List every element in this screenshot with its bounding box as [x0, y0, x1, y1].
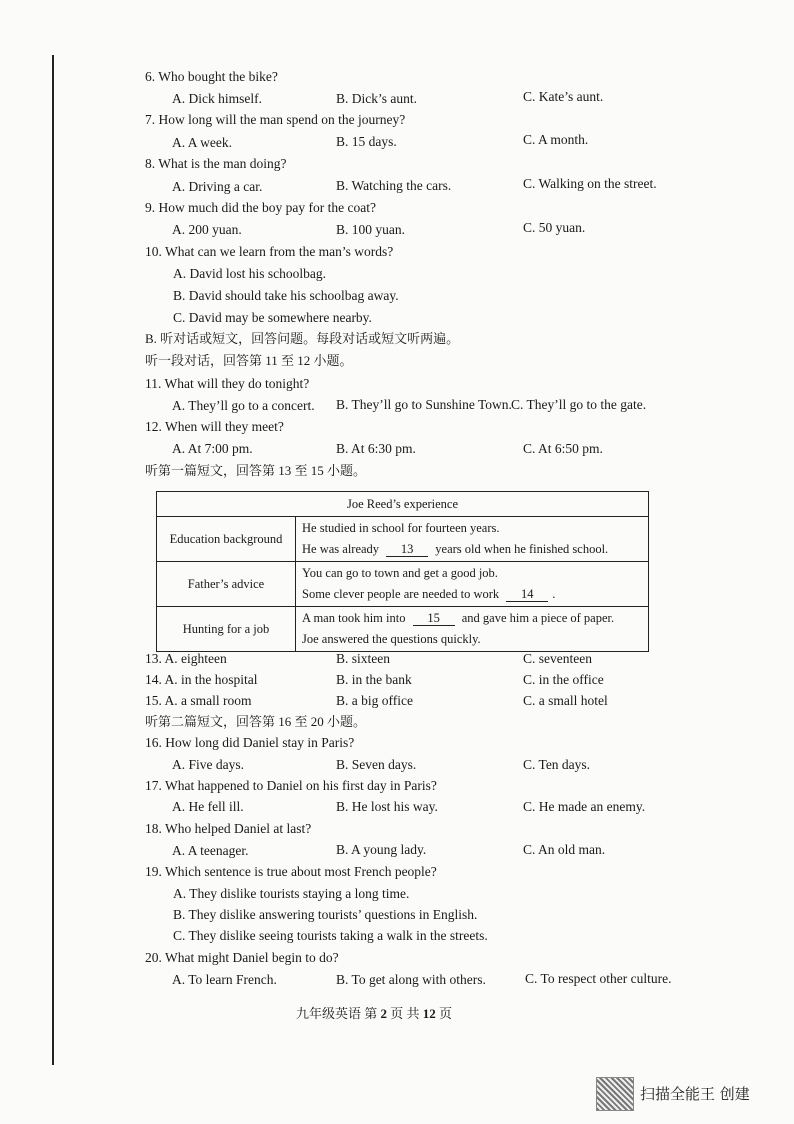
table-row	[157, 607, 649, 652]
question-18: 18. Who helped Daniel at last?	[145, 821, 312, 836]
footer-text: 页	[439, 1006, 453, 1021]
q7-option-c: C. A month.	[523, 132, 589, 147]
q17-option-c: C. He made an enemy.	[523, 799, 646, 814]
blank-14: 14	[506, 587, 548, 602]
q12-option-a: A. At 7:00 pm.	[172, 441, 253, 456]
q13-option-b: B. sixteen	[336, 651, 390, 666]
row-line: Joe answered the questions quickly.	[302, 632, 481, 646]
q10-option-c: C. David may be somewhere nearby.	[173, 310, 372, 325]
q15-option-a: 15. A. a small room	[145, 693, 252, 708]
row-line-text: and gave him a piece of paper.	[461, 611, 615, 625]
q19-option-c: C. They dislike seeing tourists taking a walk in the streets.	[173, 928, 488, 943]
row-line-text: A man took him into	[302, 611, 406, 625]
row-line-text: Some clever people are needed to work	[302, 587, 500, 601]
row-line-text: He was already	[302, 542, 380, 556]
q18-option-a: A. A teenager.	[172, 843, 249, 858]
q8-option-c: C. Walking on the street.	[523, 176, 657, 191]
question-11: 11. What will they do tonight?	[145, 376, 310, 391]
question-19: 19. Which sentence is true about most French people?	[145, 864, 437, 879]
q16-option-b: B. Seven days.	[336, 757, 417, 772]
q12-option-b: B. At 6:30 pm.	[336, 441, 416, 456]
q8-option-b: B. Watching the cars.	[336, 178, 452, 193]
dialogue-intro: 听一段对话，回答第 11 至 12 小题。	[145, 353, 353, 368]
q11-option-b: B. They’ll go to Sunshine Town.	[336, 397, 512, 412]
q10-option-a: A. David lost his schoolbag.	[173, 266, 326, 281]
q9-option-c: C. 50 yuan.	[523, 220, 586, 235]
q16-option-a: A. Five days.	[172, 757, 244, 772]
table-row	[157, 562, 649, 607]
q13-option-c: C. seventeen	[523, 651, 592, 666]
q8-option-a: A. Driving a car.	[172, 179, 263, 194]
q14-option-a: 14. A. in the hospital	[145, 672, 258, 687]
q12-option-c: C. At 6:50 pm.	[523, 441, 603, 456]
row-line: He studied in school for fourteen years.	[302, 521, 500, 535]
question-9: 9. How much did the boy pay for the coat?	[145, 200, 376, 215]
question-6: 6. Who bought the bike?	[145, 69, 278, 84]
passage2-intro: 听第二篇短文，回答第 16 至 20 小题。	[145, 714, 367, 729]
q20-option-c: C. To respect other culture.	[525, 971, 672, 986]
q14-option-b: B. in the bank	[336, 672, 412, 687]
experience-table	[156, 491, 649, 652]
q11-option-a: A. They’ll go to a concert.	[172, 398, 315, 413]
q16-option-c: C. Ten days.	[523, 757, 591, 772]
page-number: 2	[380, 1006, 388, 1021]
row-label: Hunting for a job	[157, 607, 296, 652]
q18-option-b: B. A young lady.	[336, 842, 427, 857]
q6-option-c: C. Kate’s aunt.	[523, 89, 604, 104]
q7-option-b: B. 15 days.	[336, 134, 397, 149]
page-footer	[296, 1003, 452, 1022]
row-line: You can go to town and get a good job.	[302, 566, 498, 580]
row-label: Education background	[157, 517, 296, 562]
question-16: 16. How long did Daniel stay in Paris?	[145, 735, 355, 750]
question-12: 12. When will they meet?	[145, 419, 284, 434]
qr-code-icon	[596, 1077, 634, 1111]
q17-option-b: B. He lost his way.	[336, 799, 438, 814]
q9-option-a: A. 200 yuan.	[172, 222, 242, 237]
table-title: Joe Reed’s experience	[157, 492, 649, 517]
q20-option-b: B. To get along with others.	[336, 972, 486, 987]
q17-option-a: A. He fell ill.	[172, 799, 244, 814]
footer-text: 页 共	[390, 1006, 420, 1021]
blank-13: 13	[386, 542, 428, 557]
q15-option-b: B. a big office	[336, 693, 413, 708]
footer-text: 九年级英语 第	[296, 1006, 378, 1021]
question-20: 20. What might Daniel begin to do?	[145, 950, 339, 965]
margin-line	[52, 55, 54, 1065]
q15-option-c: C. a small hotel	[523, 693, 608, 708]
q14-option-c: C. in the office	[523, 672, 604, 687]
page-total: 12	[422, 1006, 436, 1021]
q6-option-b: B. Dick’s aunt.	[336, 91, 417, 106]
row-line-text: years old when he finished school.	[435, 542, 609, 556]
q13-option-a: 13. A. eighteen	[145, 651, 227, 666]
q19-option-a: A. They dislike tourists staying a long time.	[173, 886, 410, 901]
row-label: Father’s advice	[157, 562, 296, 607]
q18-option-c: C. An old man.	[523, 842, 606, 857]
scanner-label: 扫描全能王 创建	[640, 1085, 750, 1103]
q6-option-a: A. Dick himself.	[172, 91, 262, 106]
q9-option-b: B. 100 yuan.	[336, 222, 405, 237]
q10-option-b: B. David should take his schoolbag away.	[173, 288, 399, 303]
blank-15: 15	[413, 611, 455, 626]
question-8: 8. What is the man doing?	[145, 156, 287, 171]
table-row	[157, 517, 649, 562]
passage1-intro: 听第一篇短文，回答第 13 至 15 小题。	[145, 463, 367, 478]
question-7: 7. How long will the man spend on the journey?	[145, 112, 406, 127]
q11-option-c: C. They’ll go to the gate.	[511, 397, 647, 412]
section-b-heading: B. 听对话或短文，回答问题。每段对话或短文听两遍。	[145, 331, 460, 346]
q19-option-b: B. They dislike answering tourists’ questions in English.	[173, 907, 478, 922]
q7-option-a: A. A week.	[172, 135, 232, 150]
q20-option-a: A. To learn French.	[172, 972, 277, 987]
question-10: 10. What can we learn from the man’s words?	[145, 244, 394, 259]
question-17: 17. What happened to Daniel on his first day in Paris?	[145, 778, 437, 793]
row-line-text: .	[552, 587, 556, 601]
